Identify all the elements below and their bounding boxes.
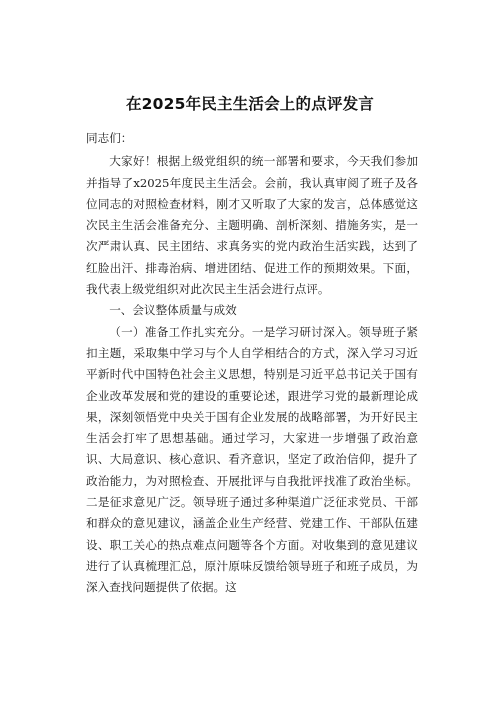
body-paragraph: （一）准备工作扎实充分。一是学习研讨深入。领导班子紧扣主题，采取集中学习与个人自学相结合的方式，深入学习习近平新时代中国特色社会主义思想，特别是习近平总书记关于国有企业改革发展和党的建设的重要论述，跟进学习党的最新理论成果，深刻领悟党中央关于国有企业发展的战略部署，为开好民主生活会打牢了思想基础。通过学习，大家进一步增强了政治意识、大局意识、核心意识、看齐意识，坚定了政治信仰，提升了政治能力，为对照检查、开展批评与自我批评找准了政治坐标。二是征求意见广泛。领导班子通过多种渠道广泛征求党员、干部和群众的意见建议，涵盖企业生产经营、党建工作、干部队伍建设、职工关心的热点难点问题等各个方面。对收集到的意见建议进行了认真梳理汇总，原汁原味反馈给领导班子和班子成员，为深入查找问题提供了依据。这 bbox=[86, 324, 418, 595]
salutation: 同志们： bbox=[86, 131, 133, 145]
document-body bbox=[86, 128, 418, 599]
document-title: 在2025年民主生活会上的点评发言 bbox=[125, 95, 375, 113]
section-heading: 一、会议整体质量与成效 bbox=[109, 303, 237, 318]
opening-paragraph: 大家好！根据上级党组织的统一部署和要求，今天我们参加并指导了x2025年度民主生活会。会前，我认真审阅了班子及各位同志的对照检查材料，刚才又听取了大家的发言，总体感觉这次民主生活会准备充分、主题明确、剖析深刻、措施务实，是一次严肃认真、民主团结、求真务实的党内政治生活实践，达到了红脸出汗、排毒治病、增进团结、促进工作的预期效果。下面，我代表上级党组织对此次民主生活会进行点评。 bbox=[86, 154, 418, 297]
